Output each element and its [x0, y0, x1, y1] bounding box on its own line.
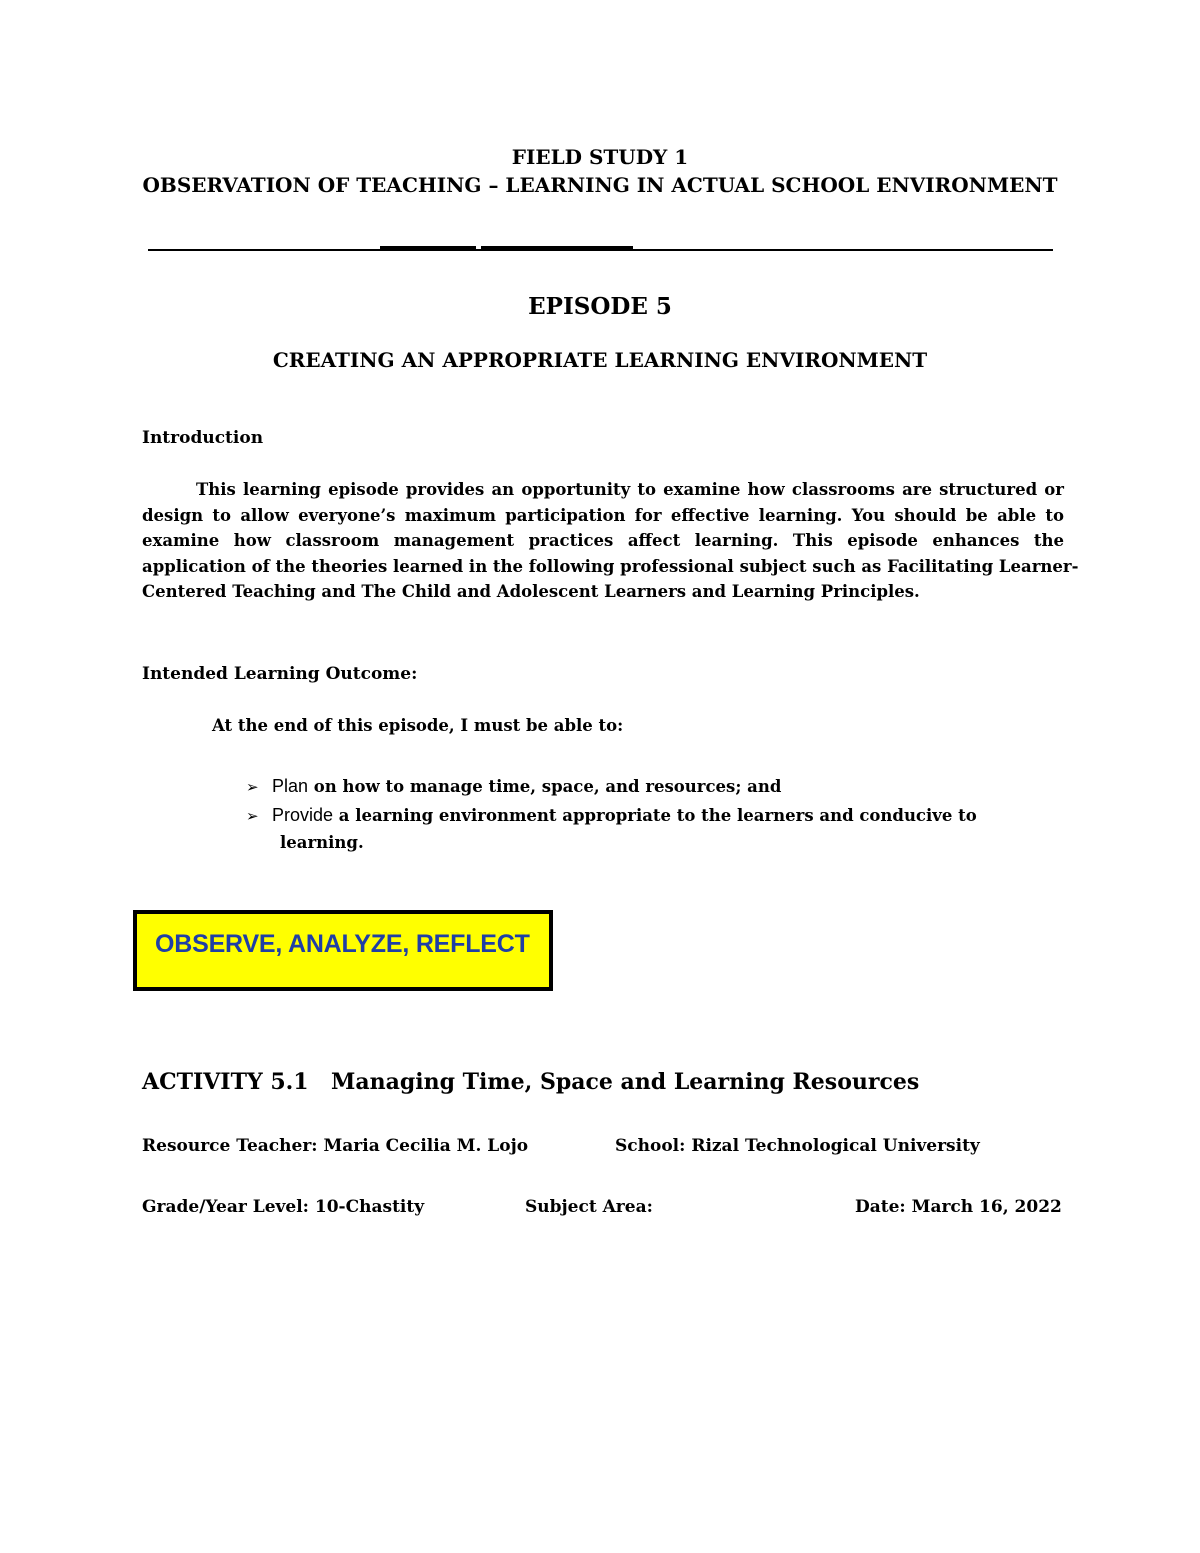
header-divider — [148, 249, 1053, 251]
intro-line: application of the theories learned in the following professional subject such as Facilitating Learner- — [142, 556, 1079, 576]
outcome-lead: At the end of this episode, I must be able to: — [212, 716, 624, 735]
activity-number: ACTIVITY 5.1 — [142, 1069, 309, 1095]
outcome-heading: Intended Learning Outcome: — [142, 664, 418, 684]
episode-subtitle: CREATING AN APPROPRIATE LEARNING ENVIRONMENT — [272, 348, 928, 372]
grade-level-field: Grade/Year Level: 10-Chastity — [142, 1197, 425, 1217]
arrowhead-bullet-icon: ➢ — [246, 778, 259, 796]
intro-line: design to allow everyone’s maximum participation for effective learning. You should be able to — [142, 505, 1064, 525]
header-line-1: FIELD STUDY 1 — [511, 145, 689, 169]
divider-accent-left — [380, 246, 476, 249]
outcome-bullet: ➢ Provide a learning environment appropriate to the learners and conducive to — [246, 805, 977, 825]
introduction-heading: Introduction — [142, 428, 264, 448]
intro-line: This learning episode provides an opportunity to examine how classrooms are structured or — [196, 480, 1064, 499]
intro-line: examine how classroom management practices affect learning. This episode enhances the — [142, 531, 1064, 550]
subject-area-field: Subject Area: — [525, 1197, 653, 1217]
callout-label: OBSERVE, ANALYZE, REFLECT — [155, 930, 530, 958]
outcome-bullet: ➢ Plan on how to manage time, space, and resources; and — [246, 776, 782, 796]
observe-analyze-reflect-callout — [133, 910, 553, 991]
date-field: Date: March 16, 2022 — [855, 1197, 1062, 1217]
divider-accent-right — [481, 246, 633, 249]
header-line-2: OBSERVATION OF TEACHING – LEARNING IN ACTUAL SCHOOL ENVIRONMENT — [142, 173, 1058, 197]
outcome-bullet-continuation: learning. — [280, 833, 364, 852]
arrowhead-bullet-icon: ➢ — [246, 807, 259, 825]
activity-title: Managing Time, Space and Learning Resources — [331, 1069, 920, 1095]
intro-line: Centered Teaching and The Child and Adolescent Learners and Learning Principles. — [142, 582, 920, 601]
introduction-paragraph — [142, 477, 1079, 605]
school-field: School: Rizal Technological University — [615, 1136, 980, 1156]
resource-teacher-field: Resource Teacher: Maria Cecilia M. Lojo — [142, 1136, 529, 1156]
episode-title: EPISODE 5 — [528, 293, 672, 320]
